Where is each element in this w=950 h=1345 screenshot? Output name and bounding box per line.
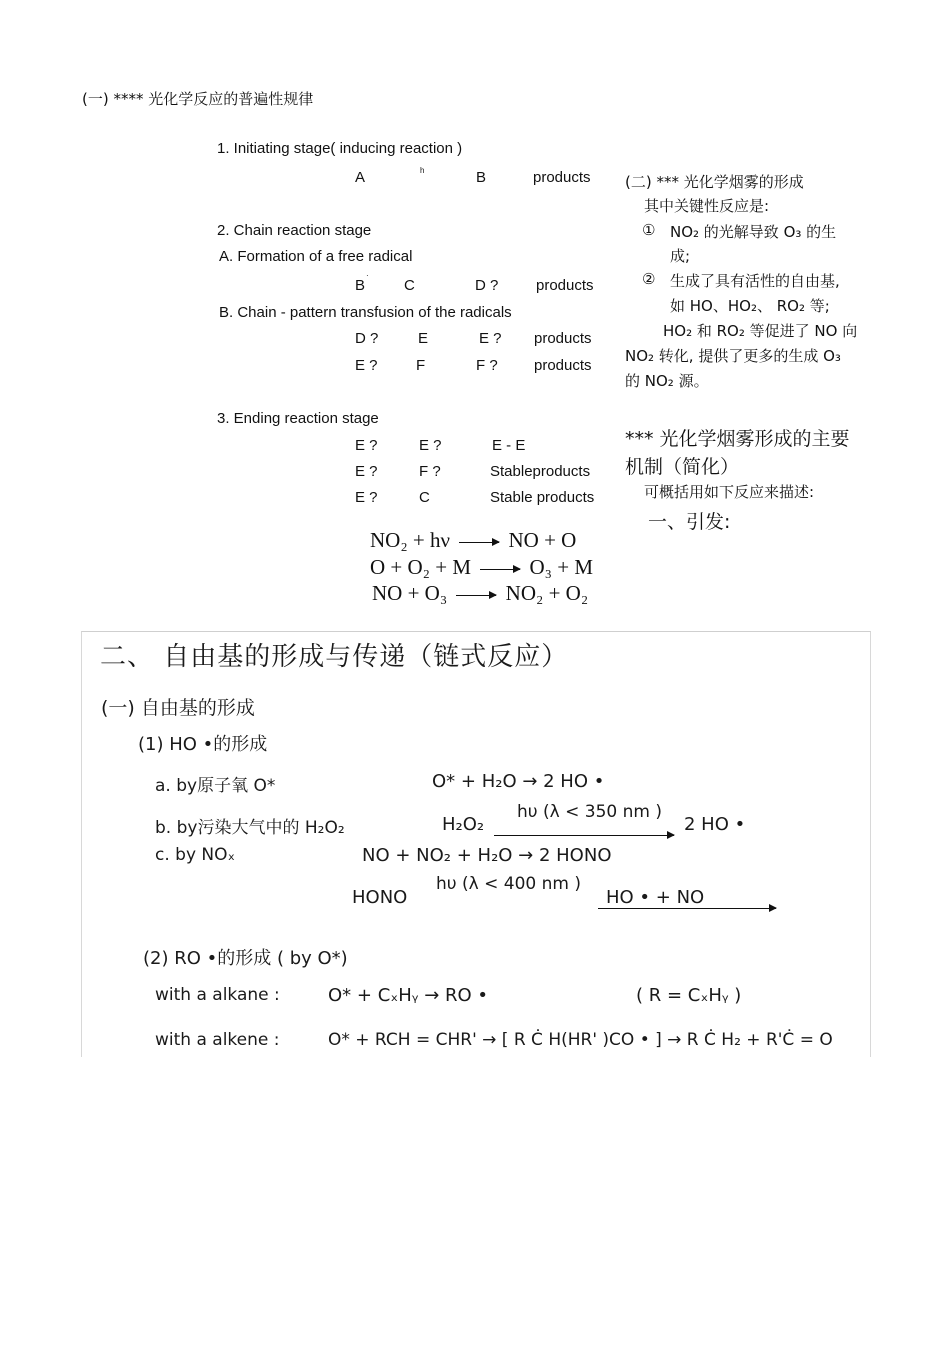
block-h2: (2) RO •的形成 ( by O*): [143, 948, 348, 969]
stage3-r3-z: Stable products: [490, 489, 595, 506]
c-eq2-rhs: HO • + NO: [606, 887, 705, 908]
stage2-title: 2. Chain reaction stage: [217, 222, 372, 239]
block-title: 二、 自由基的形成与传递（链式反应）: [100, 642, 569, 672]
stage2-a-title: A. Formation of a free radical: [219, 248, 413, 265]
b-lhs: H₂O₂: [442, 814, 485, 835]
a-equation: O* + H₂O → 2 HO •: [432, 771, 605, 792]
stage2-a-c: C: [404, 277, 415, 294]
c-equation-1: NO + NO₂ + H₂O → 2 HONO: [362, 845, 612, 866]
stage2-b-r1-p: products: [534, 330, 592, 347]
equation-3: [372, 581, 588, 606]
item1-number: ①: [642, 221, 656, 239]
para-line-b: NO₂ 转化, 提供了更多的生成 O₃: [625, 347, 841, 365]
b-label: b. by污染大气中的 H₂O₂: [155, 818, 345, 838]
item2-line-b: 如 HO、HO₂、 RO₂ 等;: [670, 297, 830, 315]
section2-heading: (二) *** 光化学烟雾的形成: [625, 173, 804, 191]
stage2-b-r2-p: products: [534, 357, 592, 374]
mechanism-desc: 可概括用如下反应来描述:: [644, 483, 815, 501]
equation-1: [370, 528, 576, 553]
section1-heading: (一) **** 光化学反应的普遍性规律: [82, 90, 314, 108]
stage2-b-r2-x: E ?: [355, 357, 378, 374]
stage2-a-products: products: [536, 277, 594, 294]
stage1-h: h: [420, 166, 425, 175]
alkane-note: ( R = CₓHᵧ ): [636, 985, 742, 1006]
c-eq2-condition: hυ (λ < 400 nm ): [436, 874, 581, 894]
stage2-b-title: B. Chain - pattern transfusion of the radicals: [219, 304, 512, 321]
block-h1: (1) HO •的形成: [138, 734, 268, 755]
mechanism-title-b: 机制（简化）: [625, 456, 740, 478]
stage1-b: B: [476, 169, 487, 186]
equation-2-rhs: O₃ + M: [529, 555, 594, 579]
block-subheading: (一) 自由基的形成: [101, 697, 255, 719]
stage3-title: 3. Ending reaction stage: [217, 410, 379, 427]
c-label: c. by NOₓ: [155, 845, 236, 865]
alkene-equation: O* + RCH = CHR' → [ R Ċ H(HR' )CO • ] → R Ċ H₂ + R'Ċ = O: [328, 1030, 833, 1050]
stage2-b-r2-z: F ?: [476, 357, 498, 374]
arrow-icon: [459, 542, 499, 543]
stage2-b-r1-z: E ?: [479, 330, 502, 347]
arrow-icon: [598, 908, 776, 909]
stage2-a-dot: ·: [366, 271, 369, 280]
equation-2-lhs: O + O₂ + M: [370, 555, 472, 579]
equation-3-rhs: NO₂ + O₂: [505, 581, 589, 605]
stage3-r1-z: E - E: [492, 437, 526, 454]
alkene-label: with a alkene :: [155, 1030, 280, 1050]
equation-3-lhs: NO + O₃: [372, 581, 448, 605]
a-label: a. by原子氧 O*: [155, 776, 276, 796]
stage1-a: A: [355, 169, 366, 186]
stage2-b-r2-y: F: [416, 357, 426, 374]
equation-1-rhs: NO + O: [508, 528, 577, 552]
alkane-label: with a alkane :: [155, 985, 280, 1005]
stage3-r1-x: E ?: [355, 437, 378, 454]
arrow-icon: [456, 595, 496, 596]
item1-line-a: NO₂ 的光解导致 O₃ 的生: [670, 223, 837, 241]
arrow-icon: [494, 835, 674, 836]
equation-2: [370, 555, 593, 580]
stage2-a-d: D ?: [475, 277, 499, 294]
stage2-a-b: B: [355, 277, 366, 294]
stage3-r1-y: E ?: [419, 437, 442, 454]
c-eq2-lhs: HONO: [352, 887, 408, 908]
b-condition: hυ (λ < 350 nm ): [517, 802, 662, 822]
item1-line-b: 成;: [670, 247, 691, 265]
para-line-c: 的 NO₂ 源。: [625, 372, 709, 390]
stage3-r3-y: C: [419, 489, 430, 506]
equation-1-lhs: NO₂ + hν: [370, 528, 450, 552]
mechanism-step: 一、引发:: [648, 511, 731, 533]
stage2-b-r1-y: E: [418, 330, 429, 347]
arrow-icon: [480, 569, 520, 570]
alkane-equation: O* + CₓHᵧ → RO •: [328, 985, 489, 1006]
b-rhs: 2 HO •: [684, 814, 746, 835]
stage3-r2-z: Stableproducts: [490, 463, 591, 480]
stage3-r3-x: E ?: [355, 489, 378, 506]
stage1-products: products: [533, 169, 591, 186]
stage3-r2-x: E ?: [355, 463, 378, 480]
para-line-a: HO₂ 和 RO₂ 等促进了 NO 向: [663, 322, 858, 340]
stage3-r2-y: F ?: [419, 463, 441, 480]
item2-number: ②: [642, 270, 656, 288]
mechanism-title-a: *** 光化学烟雾形成的主要: [625, 428, 850, 450]
section2-intro: 其中关键性反应是:: [644, 197, 770, 215]
stage1-title: 1. Initiating stage( inducing reaction ): [217, 140, 463, 157]
item2-line-a: 生成了具有活性的自由基,: [670, 272, 840, 290]
stage2-b-r1-x: D ?: [355, 330, 379, 347]
